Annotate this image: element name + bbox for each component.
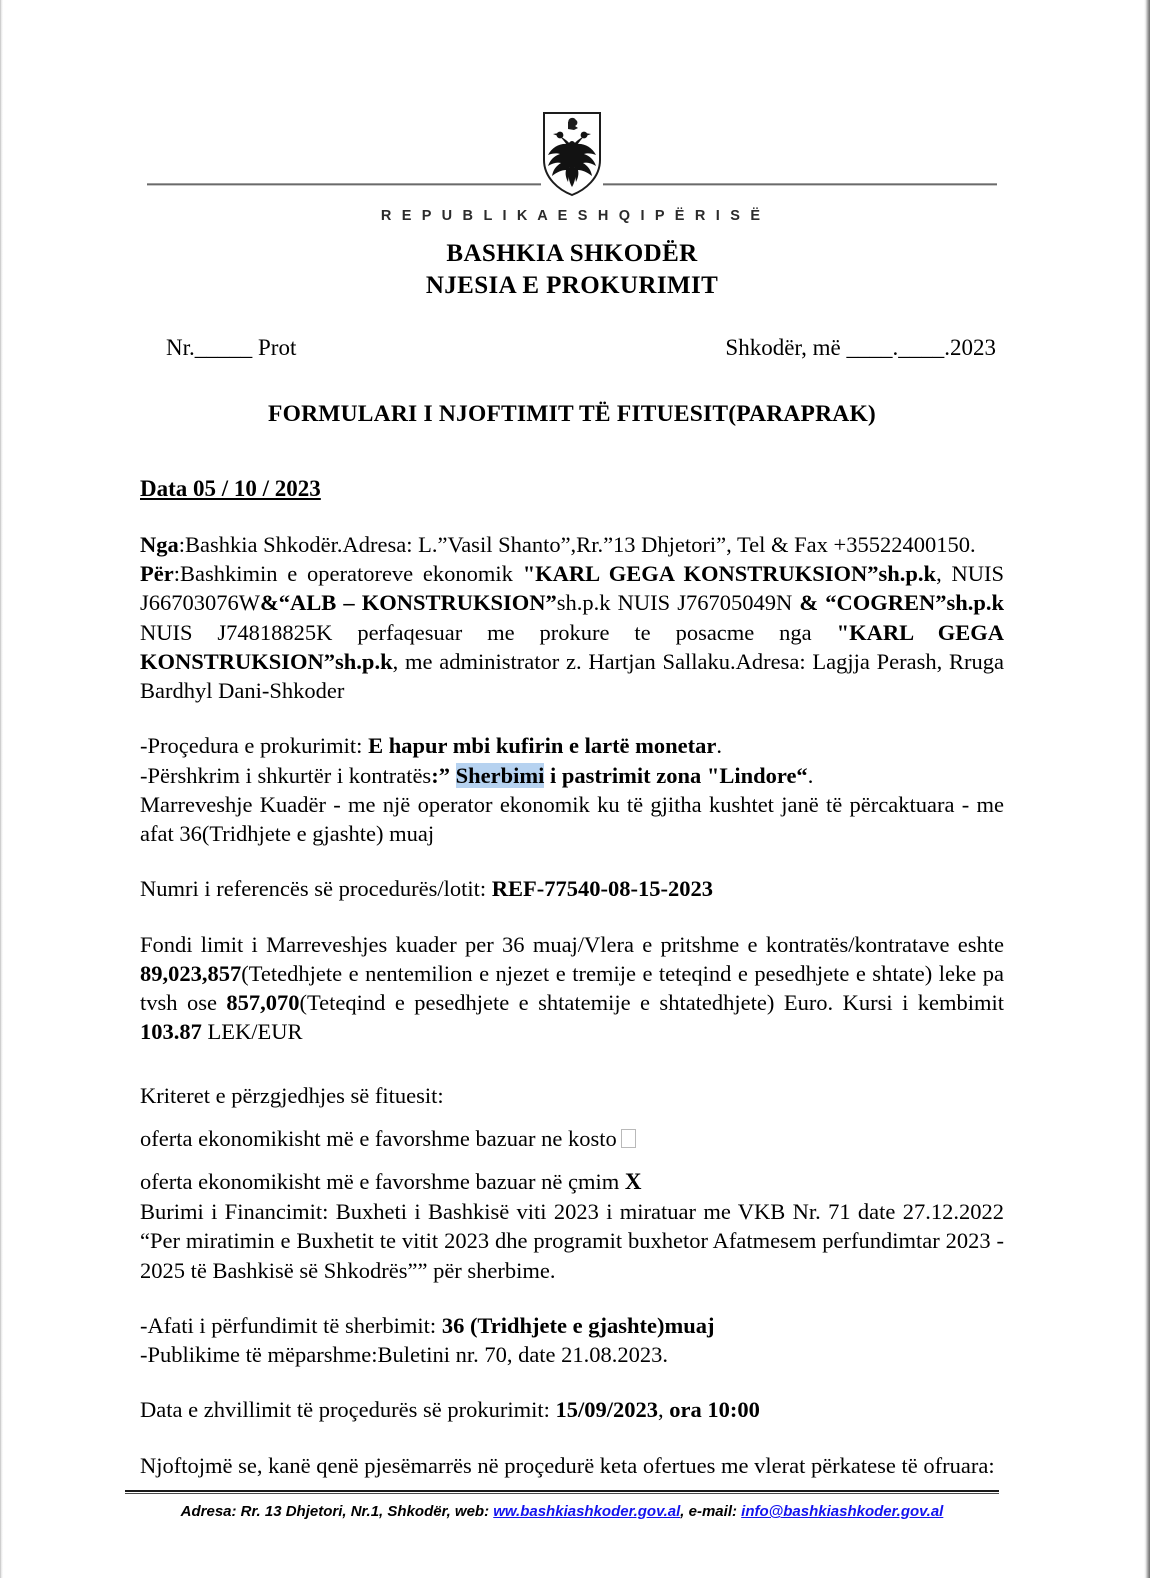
pershkrim-highlighted-text: Sherbimi: [455, 762, 545, 788]
footer-prefix: Adresa: Rr. 13 Dhjetori, Nr.1, Shkodër, web:: [180, 1503, 494, 1520]
paragraph-burimi: Burimi i Financimit: Buxheti i Bashkisë viti 2023 i miratuar me VKB Nr. 71 date 27.12.2022 “Per miratimin e Buxhetit te vitit 2023 dhe programit buxhetor Afatmesem perfundimtar 2023 - 2025 të Bashkisë së Shkodrës”” për sherbime.: [140, 1199, 1004, 1283]
per-text-4: NUIS J74818825K perfaqesuar me prokure te posacme nga: [140, 619, 837, 645]
criteria-heading: Kriteret e përzgjedhjes së fituesit:: [140, 1082, 444, 1108]
paragraph-per: [140, 559, 1004, 705]
paragraph-fondi: [140, 930, 1004, 1047]
zhvillim-date: 15/09/2023: [555, 1397, 659, 1423]
footer-address-line: [125, 1503, 999, 1520]
republic-caption: R E P U B L I K A E S H Q I P Ë R I S Ë: [380, 208, 764, 224]
nga-text: :Bashkia Shkodër.Adresa: L.”Vasil Shanto”,Rr.”13 Dhjetori”, Tel & Fax +35522400150.: [178, 531, 976, 557]
org-title-line-2: NJESIA E PROKURIMIT: [425, 271, 719, 299]
fondi-text-3: (Teteqind e pesedhjete e shtatemije e shtatedhjete) Euro. Kursi i kembimit: [299, 990, 1004, 1016]
criteria-option-cost: [140, 1124, 1004, 1153]
per-bold-4: "KARL GEGA KONSTRUKSION”sh.p.k: [140, 619, 1004, 674]
protocol-number: Nr._____ Prot: [166, 335, 297, 360]
page-title: FORMULARI I NJOFTIMIT TË FITUESIT(PARAPRAK): [268, 401, 876, 427]
fondi-amount-lek: 89,023,857: [140, 960, 242, 986]
protocol-row: [140, 335, 1004, 361]
per-text-5: , me administrator z. Hartjan Sallaku.Adresa: Lagjja Perash, Rruga Bardhyl Dani-Shkoder: [140, 648, 1004, 704]
paragraph-procedura: [140, 731, 1004, 760]
per-text-3: sh.p.k NUIS J76705049N: [556, 590, 800, 616]
pershkrim-label: -Përshkrim i shkurtër i kontratës: [140, 762, 432, 788]
zhvillim-separator: ,: [658, 1397, 670, 1423]
footer-website-link[interactable]: ww.bashkiashkoder.gov.al: [493, 1503, 681, 1520]
procedura-value: E hapur mbi kufirin e lartë monetar: [368, 733, 717, 759]
fondi-text-4: LEK/EUR: [201, 1019, 303, 1045]
protocol-place-date: Shkodër, më ____.____.2023: [725, 335, 996, 360]
footer-middle: , e-mail:: [680, 1503, 742, 1520]
per-bold-2: &“ALB – KONSTRUKSION”: [260, 590, 557, 616]
reference-label: Numri i referencës së procedurës/lotit:: [140, 876, 492, 902]
page-edge-left: [0, 0, 3, 1578]
org-title-line-1: BASHKIA SHKODËR: [446, 240, 698, 267]
per-bold-3: & “COGREN”sh.p.k: [799, 590, 1005, 616]
pershkrim-rest: i pastrimit zona "Lindore“: [544, 762, 808, 788]
checked-mark-icon[interactable]: X: [624, 1169, 642, 1195]
reference-value: REF-77540-08-15-2023: [491, 876, 713, 902]
document-date: Data 05 / 10 / 2023: [140, 476, 321, 501]
afati-value: 36 (Tridhjete e gjashte)muaj: [441, 1312, 715, 1338]
albanian-coat-of-arms-icon: [541, 110, 603, 198]
footer-divider: [125, 1490, 999, 1494]
paragraph-afati: [140, 1311, 1004, 1340]
procedura-label: -Proçedura e prokurimit:: [140, 733, 369, 759]
empty-checkbox-icon[interactable]: [621, 1129, 636, 1148]
paragraph-reference: [140, 874, 1004, 903]
pershkrim-end: .: [807, 762, 814, 788]
procedura-end: .: [716, 733, 723, 759]
paragraph-publikime: -Publikime të mëparshme:Buletini nr. 70, date 21.08.2023.: [140, 1342, 669, 1368]
page-masthead: [140, 0, 1004, 301]
paragraph-nga: [140, 530, 1004, 559]
per-text-1: :Bashkimin e operatoreve ekonomik: [173, 561, 523, 587]
page-edge-right: [1144, 0, 1150, 1578]
zhvillim-label: Data e zhvillimit të proçedurës së prokurimit:: [140, 1397, 556, 1423]
footer-email-link[interactable]: info@bashkiashkoder.gov.al: [741, 1503, 944, 1520]
zhvillim-time: ora 10:00: [669, 1397, 760, 1423]
nga-label: Nga: [140, 531, 179, 557]
per-bold-1: "KARL GEGA KONSTRUKSION”sh.p.k: [522, 561, 937, 587]
paragraph-marreveshje: Marreveshje Kuadër - me një operator ekonomik ku të gjitha kushtet janë të përcaktuara - me afat 36(Tridhjete e gjashte) muaj: [140, 791, 1004, 847]
emblem-container: [140, 110, 1004, 202]
criteria-option-price: [140, 1167, 1004, 1197]
fondi-text-2: (Tetedhjete e nentemilion e njezet e tremije e teteqind e pesedhjete e shtate) leke pa tvsh ose: [140, 960, 1004, 1016]
paragraph-zhvillim: [140, 1395, 1004, 1424]
document-body: [140, 428, 1004, 1480]
page-footer: [125, 1490, 999, 1520]
paragraph-njoftojme: Njoftojmë se, kanë qenë pjesëmarrës në proçedurë keta ofertues me vlerat përkatese të ofruara:: [140, 1452, 995, 1478]
per-label: Për: [140, 561, 174, 587]
afati-label: -Afati i përfundimit të sherbimit:: [140, 1312, 442, 1338]
per-text-2: , NUIS J66703076W: [140, 561, 1004, 616]
fondi-amount-eur: 857,070: [226, 990, 300, 1016]
criteria-option-cost-label: oferta ekonomikisht më e favorshme bazuar ne kosto: [140, 1125, 617, 1151]
fondi-text-1: Fondi limit i Marreveshjes kuader per 36 muaj/Vlera e pritshme e kontratës/kontratave eshte: [140, 931, 1004, 957]
pershkrim-colon: :”: [431, 762, 456, 788]
paragraph-pershkrim: [140, 761, 1004, 790]
criteria-option-price-label: oferta ekonomikisht më e favorshme bazuar në çmim: [140, 1169, 625, 1195]
fondi-exchange-rate: 103.87: [140, 1019, 202, 1045]
